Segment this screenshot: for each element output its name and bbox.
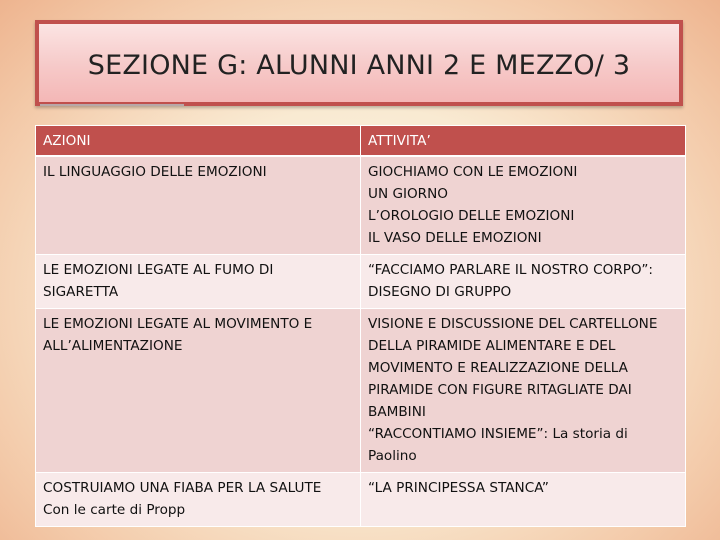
header-azioni: AZIONI: [36, 126, 361, 157]
cell-azioni: [36, 309, 361, 473]
cell-line: “RACCONTIAMO INSIEME”: La storia di: [368, 426, 628, 442]
cell-attivita: [361, 309, 686, 473]
cell-line: “FACCIAMO PARLARE IL NOSTRO CORPO”:: [368, 262, 653, 278]
slide-title: SEZIONE G: ALUNNI ANNI 2 E MEZZO/ 3: [87, 50, 631, 81]
cell-line: DELLA PIRAMIDE ALIMENTARE E DEL: [368, 338, 616, 354]
cell-line: IL LINGUAGGIO DELLE EMOZIONI: [43, 164, 267, 180]
cell-line: VISIONE E DISCUSSIONE DEL CARTELLONE: [368, 316, 658, 332]
table-row: [36, 473, 686, 527]
cell-line: LE EMOZIONI LEGATE AL MOVIMENTO E: [43, 316, 313, 332]
header-attivita: ATTIVITA’: [361, 126, 686, 157]
cell-azioni: [36, 473, 361, 527]
cell-line: LE EMOZIONI LEGATE AL FUMO DI: [43, 262, 274, 278]
cell-line: BAMBINI: [368, 404, 426, 420]
activities-table: [35, 125, 686, 527]
cell-line: MOVIMENTO E REALIZZAZIONE DELLA: [368, 360, 628, 376]
cell-line: DISEGNO DI GRUPPO: [368, 284, 512, 300]
slide-title-box: [35, 20, 683, 106]
table-row: [36, 255, 686, 309]
cell-attivita: [361, 473, 686, 527]
cell-line: L’OROLOGIO DELLE EMOZIONI: [368, 208, 575, 224]
cell-azioni: [36, 156, 361, 255]
cell-line: SIGARETTA: [43, 284, 119, 300]
table-header-row: [36, 126, 686, 157]
table-row: [36, 309, 686, 473]
cell-azioni: [36, 255, 361, 309]
cell-line: UN GIORNO: [368, 186, 448, 202]
cell-line: “LA PRINCIPESSA STANCA”: [368, 480, 549, 496]
cell-attivita: [361, 255, 686, 309]
cell-line: Paolino: [368, 448, 417, 464]
table-row: [36, 156, 686, 255]
cell-line: PIRAMIDE CON FIGURE RITAGLIATE DAI: [368, 382, 632, 398]
cell-line: Con le carte di Propp: [43, 502, 186, 518]
title-underline-decoration: [40, 104, 184, 106]
cell-line: ALL’ALIMENTAZIONE: [43, 338, 183, 354]
cell-line: COSTRUIAMO UNA FIABA PER LA SALUTE: [43, 480, 322, 496]
cell-attivita: [361, 156, 686, 255]
cell-line: GIOCHIAMO CON LE EMOZIONI: [368, 164, 578, 180]
cell-line: IL VASO DELLE EMOZIONI: [368, 230, 542, 246]
